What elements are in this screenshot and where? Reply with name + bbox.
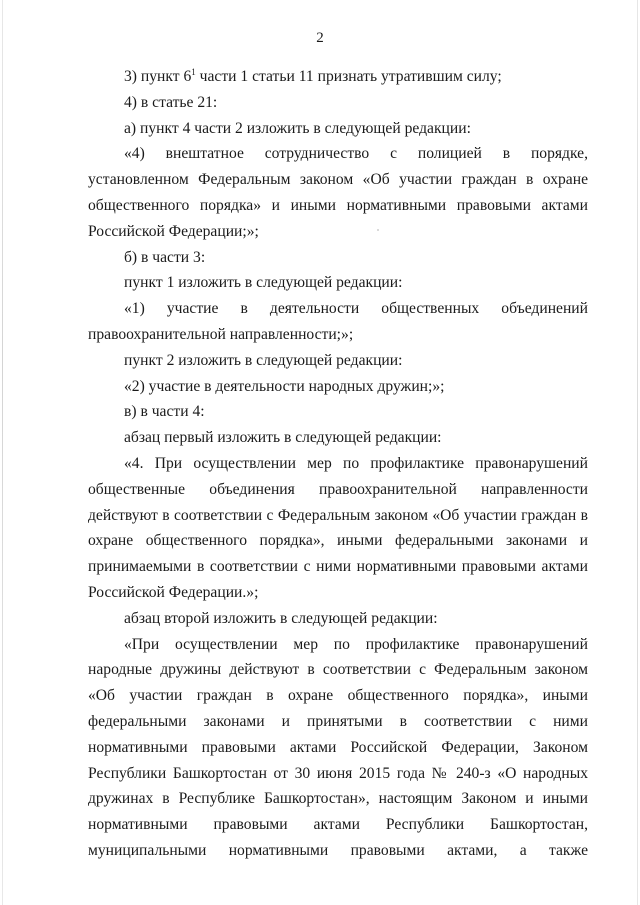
- paragraph-point-1-header: пункт 1 изложить в следующей редакции:: [124, 274, 403, 292]
- paragraph-article-21: 4) в статье 21:: [124, 93, 218, 111]
- scan-speck: [377, 229, 379, 231]
- superscript-index: 1: [191, 67, 196, 77]
- paragraph-quote-2: «2) участие в деятельности народных дружин;»;: [124, 377, 445, 395]
- paragraph-abzac-2-header: абзац второй изложить в следующей редакции:: [124, 609, 438, 627]
- paragraph-text-suffix: части 1 статьи 11 признать утратившим силу;: [195, 68, 502, 85]
- document-body: [88, 64, 588, 864]
- paragraph-quote-4: «4) внештатное сотрудничество с полицией в порядке, установленном Федеральным законом «Об участии граждан в охране общественного порядка» и иными нормативными правовыми актами Российской Федерации;»;: [88, 145, 588, 240]
- scan-edge-right: [637, 0, 638, 905]
- paragraph-subitem-a: а) пункт 4 части 2 изложить в следующей редакции:: [124, 119, 471, 137]
- paragraph-item-3: [88, 64, 588, 90]
- paragraph-quote-druzhiny: «При осуществлении мер по профилактике правонарушений народные дружины действуют в соответствии с Федеральным законом «Об участии граждан в охране общественного порядка», иными федеральными законами и принятыми в соответствии с ними нормативными правовыми актами Российской Федерации, Законом Республики Башкортостан от 30 июня 2015 года № 240-з «О народных дружинах в Республике Башкортостан», настоящим Законом и иными нормативными правовыми актами Республики Башкортостан, муниципальными нормативными правовыми актами, а также: [88, 635, 588, 859]
- paragraph-point-2-header: пункт 2 изложить в следующей редакции:: [124, 351, 403, 369]
- paragraph-abzac-1-header: абзац первый изложить в следующей редакции:: [124, 429, 442, 447]
- paragraph-quote-4-full: «4. При осуществлении мер по профилактике правонарушений общественные объединения правоохранительной направленности действуют в соответствии с Федеральным законом «Об участии граждан в охране общественного порядка», иными федеральными законами и принимаемыми в соответствии с ними нормативными правовыми актами Российской Федерации.»;: [88, 454, 588, 601]
- paragraph-subitem-b: б) в части 3:: [124, 248, 206, 266]
- paragraph-subitem-v: в) в части 4:: [124, 403, 205, 421]
- paragraph-quote-1: «1) участие в деятельности общественных объединений правоохранительной направленности;»;: [88, 300, 588, 343]
- page-number: 2: [316, 30, 324, 46]
- paragraph-text-prefix: 3) пункт 6: [124, 68, 192, 85]
- scan-edge-left: [2, 0, 3, 905]
